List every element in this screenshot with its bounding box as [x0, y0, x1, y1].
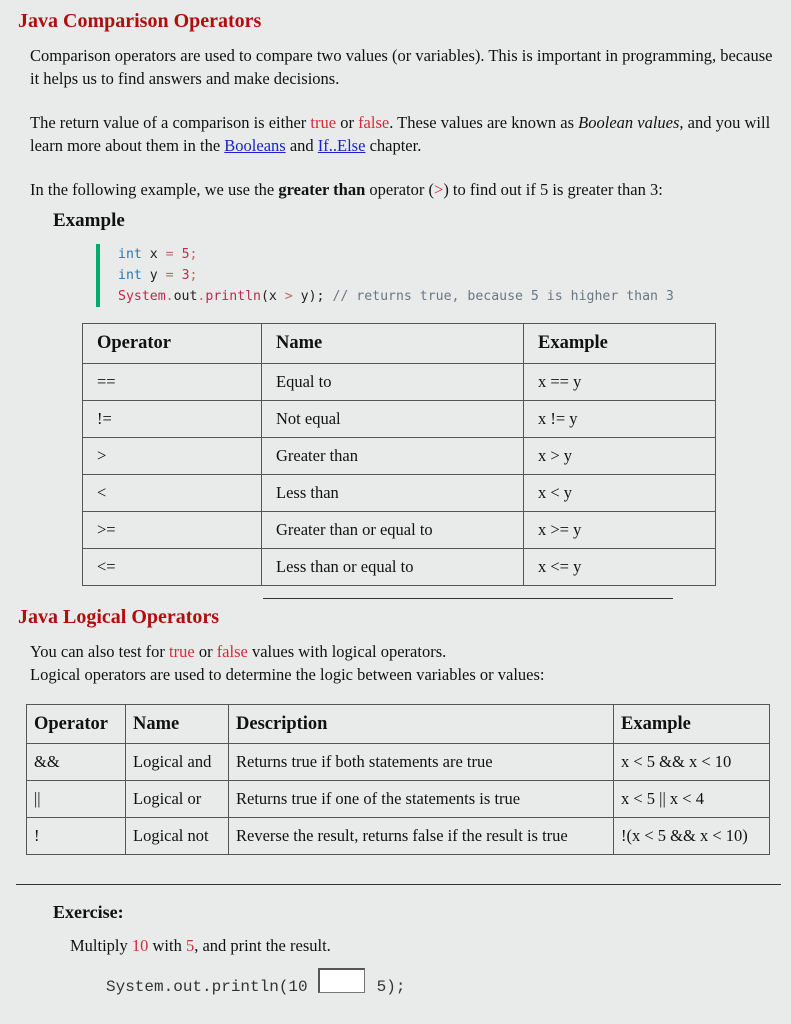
- table-header-row: [83, 324, 716, 364]
- table-cell: x <= y: [524, 549, 716, 586]
- table-row: [83, 512, 716, 549]
- example-intro: [30, 178, 782, 201]
- code-operator: .: [165, 289, 174, 304]
- table-cell: !: [27, 818, 126, 855]
- example-code-block: [96, 244, 674, 307]
- table-cell: Logical or: [126, 781, 229, 818]
- code-operator: >: [284, 289, 293, 304]
- table-cell: !(x < 5 && x < 10): [614, 818, 770, 855]
- table-cell: &&: [27, 744, 126, 781]
- example-heading: Example: [53, 210, 125, 231]
- exercise-code: [106, 974, 405, 999]
- text: Logical operators are used to determine the logic between variables or values:: [30, 665, 545, 684]
- column-header: Description: [229, 705, 614, 744]
- text: . These values are known as: [389, 113, 579, 132]
- table-cell: ||: [27, 781, 126, 818]
- code-keyword: int: [118, 268, 142, 283]
- table-cell: Returns true if one of the statements is true: [229, 781, 614, 818]
- code-text: (x: [260, 289, 285, 304]
- code-comment: // returns true, because 5 is higher than 3: [324, 289, 674, 304]
- code-line-1: [118, 244, 674, 265]
- table-row: [27, 818, 770, 855]
- comparison-title: Java Comparison Operators: [18, 10, 262, 32]
- table-cell: Returns true if both statements are true: [229, 744, 614, 781]
- column-header: Example: [524, 324, 716, 364]
- code-method: println: [205, 289, 261, 304]
- table-row: [83, 438, 716, 475]
- column-header: Example: [614, 705, 770, 744]
- table-cell: x == y: [524, 364, 716, 401]
- table-cell: Greater than or equal to: [262, 512, 524, 549]
- text: operator (: [365, 180, 434, 199]
- exercise-instruction: [70, 936, 331, 956]
- code-line-2: [118, 265, 674, 286]
- table-row: [83, 364, 716, 401]
- text: You can also test for: [30, 642, 170, 661]
- table-cell: Not equal: [262, 401, 524, 438]
- text: The return value of a comparison is either: [30, 113, 311, 132]
- section-divider: [263, 598, 673, 599]
- exercise-number: 10: [131, 936, 149, 955]
- false-keyword: false: [216, 642, 248, 661]
- text: and: [285, 136, 318, 155]
- false-keyword: false: [358, 113, 390, 132]
- table-cell: x > y: [524, 438, 716, 475]
- table-cell: Greater than: [262, 438, 524, 475]
- text: or: [194, 642, 217, 661]
- text: , and you will learn more about them in the: [30, 113, 771, 155]
- table-cell: x != y: [524, 401, 716, 438]
- gt-symbol: >: [434, 180, 444, 199]
- table-cell: Less than or equal to: [262, 549, 524, 586]
- if-else-link[interactable]: If..Else: [317, 136, 366, 155]
- table-row: [27, 781, 770, 818]
- table-cell: Logical not: [126, 818, 229, 855]
- table-cell: >: [83, 438, 262, 475]
- table-cell: Less than: [262, 475, 524, 512]
- code-number: 5: [181, 247, 190, 262]
- table-row: [83, 401, 716, 438]
- exercise-number: 5: [185, 936, 195, 955]
- code-operator: ;: [189, 247, 198, 262]
- table-cell: x < 5 || x < 4: [614, 781, 770, 818]
- code-operator: =: [165, 247, 174, 262]
- column-header: Name: [126, 705, 229, 744]
- table-cell: x >= y: [524, 512, 716, 549]
- code-text: y: [141, 268, 166, 283]
- true-keyword: true: [310, 113, 337, 132]
- code-text: y);: [292, 289, 325, 304]
- code-text: out: [173, 289, 198, 304]
- table-cell: x < 5 && x < 10: [614, 744, 770, 781]
- greater-than-term: greater than: [278, 180, 366, 199]
- comparison-operators-table: [82, 323, 716, 586]
- boolean-values-term: Boolean values: [578, 113, 680, 132]
- logical-operators-table: [26, 704, 770, 855]
- table-row: [83, 549, 716, 586]
- code-class: System: [118, 289, 166, 304]
- table-cell: !=: [83, 401, 262, 438]
- table-cell: Logical and: [126, 744, 229, 781]
- text: ) to find out if 5 is greater than 3:: [443, 180, 663, 199]
- table-cell: <=: [83, 549, 262, 586]
- code-number: 3: [181, 268, 190, 283]
- text: values with logical operators.: [247, 642, 447, 661]
- column-header: Operator: [83, 324, 262, 364]
- table-row: [83, 475, 716, 512]
- code-operator: ;: [189, 268, 198, 283]
- table-header-row: [27, 705, 770, 744]
- table-cell: >=: [83, 512, 262, 549]
- text: , and print the result.: [194, 936, 331, 955]
- table-cell: x < y: [524, 475, 716, 512]
- text: with: [148, 936, 186, 955]
- booleans-link[interactable]: Booleans: [224, 136, 286, 155]
- exercise-code-prefix: System.out.println(10: [106, 977, 308, 996]
- text: chapter.: [365, 136, 422, 155]
- code-operator: .: [197, 289, 206, 304]
- code-line-3: [118, 286, 674, 307]
- text: or: [336, 113, 359, 132]
- comparison-intro: Comparison operators are used to compare two values (or variables). This is important in programming, because it helps us to find answers and make decisions.: [30, 46, 773, 88]
- table-row: [27, 744, 770, 781]
- column-header: Operator: [27, 705, 126, 744]
- code-text: x: [141, 247, 166, 262]
- logical-title: Java Logical Operators: [18, 606, 220, 628]
- column-header: Name: [262, 324, 524, 364]
- code-keyword: int: [118, 247, 142, 262]
- logical-intro: [30, 640, 782, 686]
- code-operator: =: [165, 268, 174, 283]
- table-cell: ==: [83, 364, 262, 401]
- exercise-code-suffix: 5);: [376, 977, 406, 996]
- table-cell: Reverse the result, returns false if the result is true: [229, 818, 614, 855]
- table-cell: Equal to: [262, 364, 524, 401]
- true-keyword: true: [169, 642, 195, 661]
- table-cell: <: [83, 475, 262, 512]
- return-value-paragraph: [30, 111, 782, 157]
- exercise-answer-input[interactable]: [318, 968, 365, 993]
- text: In the following example, we use the: [30, 180, 279, 199]
- text: Multiply: [70, 936, 132, 955]
- section-divider: [16, 884, 781, 885]
- exercise-heading: Exercise:: [53, 902, 124, 922]
